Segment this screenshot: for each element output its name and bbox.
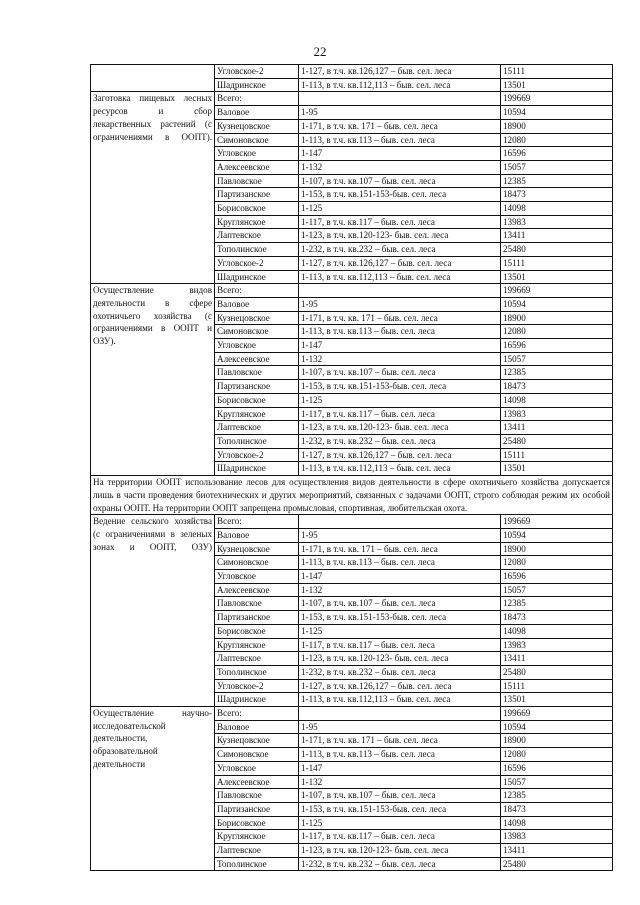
quarters-cell: 1-232, в т.ч. кв.232 – быв. сел. леса [299, 857, 501, 871]
quarters-cell: 1-153, в т.ч. кв.151-153-быв. сел. леса [299, 380, 501, 394]
area-cell: 199669 [501, 707, 613, 721]
forestry-name-cell: Валовое [215, 720, 299, 734]
quarters-cell: 1-113, в т.ч. кв.112,113 – быв. сел. леса [299, 78, 501, 92]
area-cell: 13411 [501, 421, 613, 435]
quarters-cell: 1-232, в т.ч. кв.232 – быв. сел. леса [299, 434, 501, 448]
area-cell: 15057 [501, 352, 613, 366]
forestry-name-cell: Павловское [215, 174, 299, 188]
area-cell: 13411 [501, 229, 613, 243]
quarters-cell: 1-153, в т.ч. кв.151-153-быв. сел. леса [299, 188, 501, 202]
area-cell: 15057 [501, 775, 613, 789]
forestry-name-cell: Угловское-2 [215, 65, 299, 79]
activity-cell: Ведение сельского хозяйства (с ограничениями в зеленых зонах и ООПТ, ОЗУ) [91, 515, 215, 707]
forestry-name-cell: Симоновское [215, 133, 299, 147]
forestry-name-cell: Угловское-2 [215, 256, 299, 270]
quarters-cell: 1-95 [299, 297, 501, 311]
forestry-name-cell: Борисовское [215, 202, 299, 216]
quarters-cell: 1-171, в т.ч. кв. 171 – быв. сел. леса [299, 542, 501, 556]
forestry-name-cell: Кузнецовское [215, 311, 299, 325]
page-number: 22 [313, 44, 327, 59]
forestry-name-cell: Шадринское [215, 270, 299, 284]
quarters-cell: 1-107, в т.ч. кв.107 – быв. сел. леса [299, 366, 501, 380]
area-cell: 10594 [501, 528, 613, 542]
quarters-cell: 1-117, в т.ч. кв.117 – быв. сел. леса [299, 830, 501, 844]
quarters-cell [299, 707, 501, 721]
forestry-name-cell: Угловское [215, 147, 299, 161]
area-cell: 12080 [501, 133, 613, 147]
quarters-cell: 1-125 [299, 816, 501, 830]
area-cell: 15111 [501, 448, 613, 462]
forestry-name-cell: Партизанское [215, 188, 299, 202]
forestry-name-cell: Партизанское [215, 611, 299, 625]
forestry-name-cell: Партизанское [215, 802, 299, 816]
area-cell: 16596 [501, 761, 613, 775]
area-cell: 15057 [501, 160, 613, 174]
forestry-name-cell: Круглянское [215, 830, 299, 844]
quarters-cell: 1-113, в т.ч. кв.113 – быв. сел. леса [299, 556, 501, 570]
table-row [91, 284, 613, 298]
activity-cell-continued [91, 65, 215, 92]
forestry-name-cell: Лаптевское [215, 229, 299, 243]
forestry-name-cell: Алексеевское [215, 160, 299, 174]
area-cell: 12385 [501, 366, 613, 380]
quarters-cell: 1-232, в т.ч. кв.232 – быв. сел. леса [299, 243, 501, 257]
forestry-name-cell: Круглянское [215, 407, 299, 421]
quarters-cell: 1-123, в т.ч. кв.120-123- быв. сел. леса [299, 844, 501, 858]
forestry-name-cell: Борисовское [215, 816, 299, 830]
forestry-name-cell: Лаптевское [215, 421, 299, 435]
area-cell: 15111 [501, 679, 613, 693]
quarters-cell: 1-117, в т.ч. кв.117 – быв. сел. леса [299, 215, 501, 229]
forestry-name-cell: Шадринское [215, 693, 299, 707]
area-cell: 12385 [501, 789, 613, 803]
area-cell: 14098 [501, 393, 613, 407]
quarters-cell: 1-147 [299, 147, 501, 161]
quarters-cell: 1-113, в т.ч. кв.113 – быв. сел. леса [299, 748, 501, 762]
forestry-name-cell: Угловское [215, 339, 299, 353]
quarters-cell: 1-95 [299, 528, 501, 542]
table-row [91, 707, 613, 721]
forestry-name-cell: Валовое [215, 528, 299, 542]
quarters-cell [299, 92, 501, 106]
quarters-cell: 1-147 [299, 339, 501, 353]
quarters-cell: 1-147 [299, 570, 501, 584]
forestry-name-cell: Павловское [215, 789, 299, 803]
forestry-name-cell: Всего: [215, 92, 299, 106]
area-cell: 25480 [501, 243, 613, 257]
forestry-name-cell: Тополинское [215, 857, 299, 871]
area-cell: 12385 [501, 597, 613, 611]
quarters-cell: 1-113, в т.ч. кв.112,113 – быв. сел. леса [299, 462, 501, 476]
quarters-cell: 1-117, в т.ч. кв.117 – быв. сел. леса [299, 638, 501, 652]
forestry-name-cell: Кузнецовское [215, 734, 299, 748]
area-cell: 25480 [501, 665, 613, 679]
forestry-name-cell: Симоновское [215, 748, 299, 762]
forestry-name-cell: Алексеевское [215, 352, 299, 366]
area-cell: 13501 [501, 462, 613, 476]
area-cell: 199669 [501, 92, 613, 106]
forestry-name-cell: Круглянское [215, 215, 299, 229]
forestry-name-cell: Борисовское [215, 393, 299, 407]
area-cell: 12080 [501, 325, 613, 339]
quarters-cell: 1-132 [299, 583, 501, 597]
forestry-name-cell: Угловское-2 [215, 448, 299, 462]
quarters-cell: 1-117, в т.ч. кв.117 – быв. сел. леса [299, 407, 501, 421]
forestry-name-cell: Шадринское [215, 78, 299, 92]
quarters-cell: 1-153, в т.ч. кв.151-153-быв. сел. леса [299, 802, 501, 816]
activity-cell: Заготовка пищевых лесных ресурсов и сбор лекарственных растений (с ограничениями в ООПТ). [91, 92, 215, 284]
table-row [91, 92, 613, 106]
area-cell: 18473 [501, 611, 613, 625]
forestry-name-cell: Всего: [215, 707, 299, 721]
activity-cell: Осуществление научно-исследовательской деятельности, образовательной деятельности [91, 707, 215, 871]
area-cell: 18900 [501, 542, 613, 556]
quarters-cell: 1-95 [299, 106, 501, 120]
forestry-name-cell: Всего: [215, 284, 299, 298]
forest-use-table-body [91, 65, 613, 871]
area-cell: 12080 [501, 556, 613, 570]
quarters-cell: 1-107, в т.ч. кв.107 – быв. сел. леса [299, 597, 501, 611]
forestry-name-cell: Угловское-2 [215, 679, 299, 693]
forestry-name-cell: Круглянское [215, 638, 299, 652]
area-cell: 199669 [501, 284, 613, 298]
forestry-name-cell: Угловское [215, 761, 299, 775]
area-cell: 16596 [501, 570, 613, 584]
quarters-cell: 1-123, в т.ч. кв.120-123- быв. сел. леса [299, 421, 501, 435]
quarters-cell: 1-125 [299, 202, 501, 216]
forestry-name-cell: Алексеевское [215, 775, 299, 789]
quarters-cell: 1-127, в т.ч. кв.126,127 – быв. сел. леса [299, 679, 501, 693]
forestry-name-cell: Борисовское [215, 624, 299, 638]
area-cell: 13983 [501, 215, 613, 229]
quarters-cell: 1-127, в т.ч. кв.126,127 – быв. сел. леса [299, 448, 501, 462]
forestry-name-cell: Кузнецовское [215, 542, 299, 556]
quarters-cell: 1-132 [299, 352, 501, 366]
area-cell: 13411 [501, 844, 613, 858]
quarters-cell: 1-95 [299, 720, 501, 734]
forestry-name-cell: Валовое [215, 106, 299, 120]
quarters-cell: 1-132 [299, 775, 501, 789]
quarters-cell: 1-107, в т.ч. кв.107 – быв. сел. леса [299, 174, 501, 188]
quarters-cell: 1-127, в т.ч. кв.126,127 – быв. сел. леса [299, 256, 501, 270]
area-cell: 15111 [501, 65, 613, 79]
area-cell: 16596 [501, 339, 613, 353]
quarters-cell: 1-132 [299, 160, 501, 174]
quarters-cell: 1-123, в т.ч. кв.120-123- быв. сел. леса [299, 229, 501, 243]
area-cell: 25480 [501, 857, 613, 871]
table-row [91, 515, 613, 529]
forestry-name-cell: Лаптевское [215, 652, 299, 666]
area-cell: 14098 [501, 624, 613, 638]
area-cell: 15111 [501, 256, 613, 270]
quarters-cell: 1-113, в т.ч. кв.112,113 – быв. сел. леса [299, 270, 501, 284]
area-cell: 18900 [501, 311, 613, 325]
quarters-cell: 1-232, в т.ч. кв.232 – быв. сел. леса [299, 665, 501, 679]
quarters-cell: 1-171, в т.ч. кв. 171 – быв. сел. леса [299, 119, 501, 133]
forestry-name-cell: Всего: [215, 515, 299, 529]
forestry-name-cell: Симоновское [215, 556, 299, 570]
area-cell: 25480 [501, 434, 613, 448]
area-cell: 199669 [501, 515, 613, 529]
table-row [91, 65, 613, 79]
forestry-name-cell: Партизанское [215, 380, 299, 394]
area-cell: 12080 [501, 748, 613, 762]
note-text: На территории ООПТ использование лесов для осуществления видов деятельности в сфере охотничьего хозяйства допускается лишь в части проведения биотехнических и других мероприятий, связанных с задачами ООПТ, строго соблюдая режим их особой охраны ООПТ. На территории ООПТ запрещена промысловая, спортивная, любительская охота. [91, 476, 613, 515]
area-cell: 14098 [501, 202, 613, 216]
quarters-cell: 1-153, в т.ч. кв.151-153-быв. сел. леса [299, 611, 501, 625]
forestry-name-cell: Угловское [215, 570, 299, 584]
note-row [91, 476, 613, 515]
forestry-name-cell: Кузнецовское [215, 119, 299, 133]
forestry-name-cell: Тополинское [215, 243, 299, 257]
area-cell: 18900 [501, 734, 613, 748]
area-cell: 16596 [501, 147, 613, 161]
area-cell: 10594 [501, 106, 613, 120]
area-cell: 13501 [501, 270, 613, 284]
forestry-name-cell: Валовое [215, 297, 299, 311]
forestry-name-cell: Шадринское [215, 462, 299, 476]
quarters-cell: 1-147 [299, 761, 501, 775]
area-cell: 14098 [501, 816, 613, 830]
quarters-cell: 1-125 [299, 624, 501, 638]
area-cell: 18473 [501, 380, 613, 394]
forest-use-table [90, 64, 613, 871]
forestry-name-cell: Тополинское [215, 665, 299, 679]
area-cell: 13983 [501, 830, 613, 844]
quarters-cell: 1-125 [299, 393, 501, 407]
quarters-cell: 1-127, в т.ч. кв.126,127 – быв. сел. леса [299, 65, 501, 79]
quarters-cell: 1-113, в т.ч. кв.112,113 – быв. сел. леса [299, 693, 501, 707]
area-cell: 13501 [501, 693, 613, 707]
area-cell: 12385 [501, 174, 613, 188]
quarters-cell: 1-113, в т.ч. кв.113 – быв. сел. леса [299, 325, 501, 339]
area-cell: 13983 [501, 407, 613, 421]
quarters-cell [299, 515, 501, 529]
quarters-cell: 1-171, в т.ч. кв. 171 – быв. сел. леса [299, 734, 501, 748]
area-cell: 15057 [501, 583, 613, 597]
quarters-cell: 1-123, в т.ч. кв.120-123- быв. сел. леса [299, 652, 501, 666]
area-cell: 13501 [501, 78, 613, 92]
forestry-name-cell: Симоновское [215, 325, 299, 339]
area-cell: 18900 [501, 119, 613, 133]
area-cell: 10594 [501, 720, 613, 734]
quarters-cell: 1-113, в т.ч. кв.113 – быв. сел. леса [299, 133, 501, 147]
forestry-name-cell: Павловское [215, 597, 299, 611]
area-cell: 18473 [501, 188, 613, 202]
area-cell: 13983 [501, 638, 613, 652]
forestry-name-cell: Лаптевское [215, 844, 299, 858]
forestry-name-cell: Тополинское [215, 434, 299, 448]
forestry-name-cell: Павловское [215, 366, 299, 380]
quarters-cell [299, 284, 501, 298]
quarters-cell: 1-171, в т.ч. кв. 171 – быв. сел. леса [299, 311, 501, 325]
area-cell: 10594 [501, 297, 613, 311]
area-cell: 13411 [501, 652, 613, 666]
area-cell: 18473 [501, 802, 613, 816]
activity-cell: Осуществление видов деятельности в сфере охотничьего хозяйства (с ограничениями в ООПТ и ОЗУ). [91, 284, 215, 476]
quarters-cell: 1-107, в т.ч. кв.107 – быв. сел. леса [299, 789, 501, 803]
forestry-name-cell: Алексеевское [215, 583, 299, 597]
